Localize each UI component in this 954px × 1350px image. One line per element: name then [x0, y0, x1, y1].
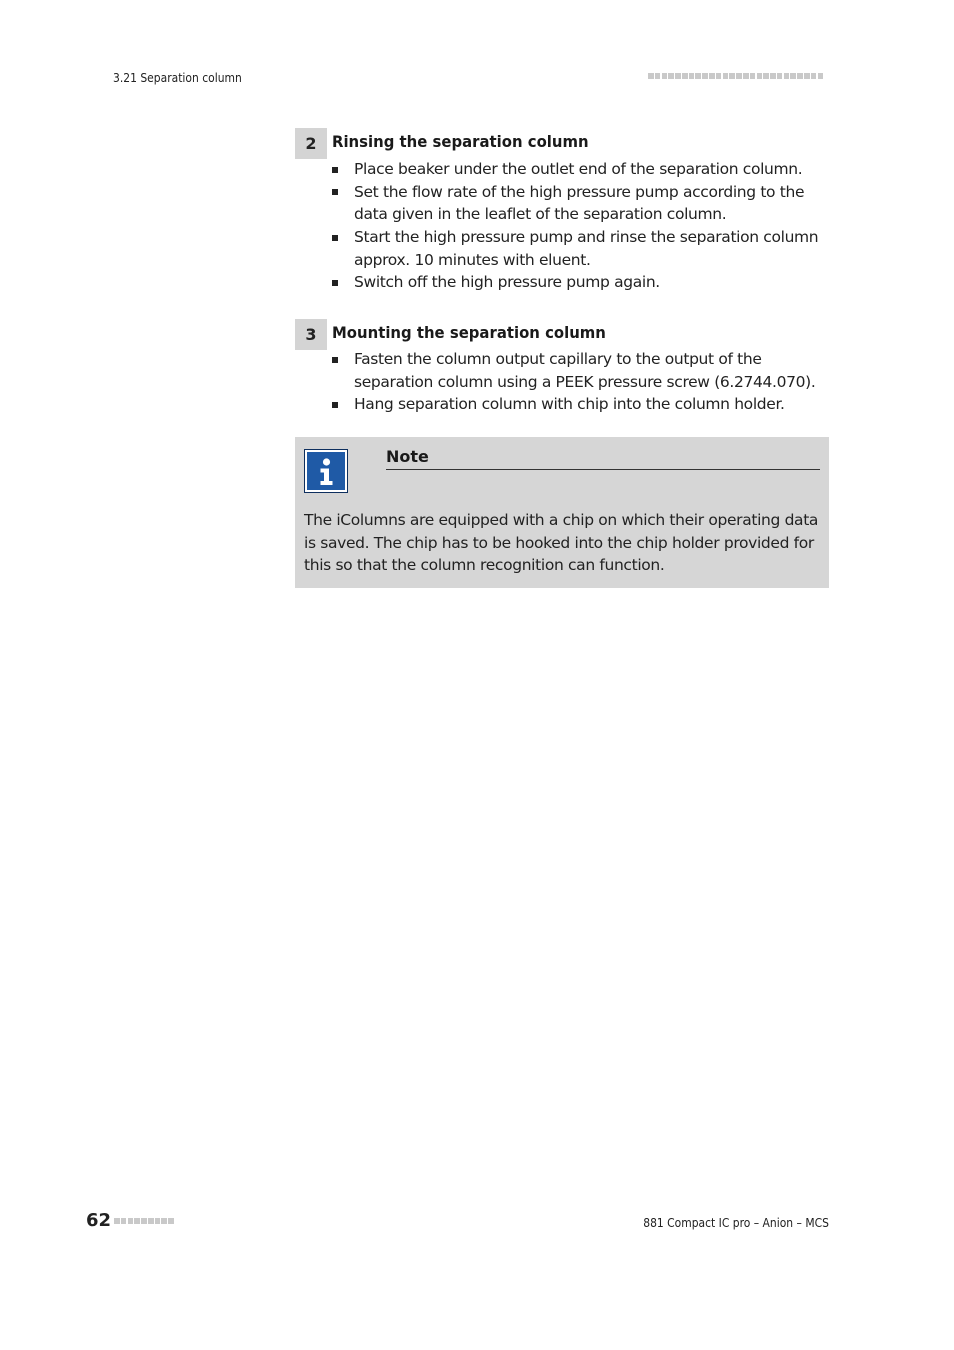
page-number: 62 — [86, 1210, 112, 1231]
bullet-item: Fasten the column output capillary to the output of the separation column using a PEEK pressure screw (6.2744.070). — [332, 348, 829, 393]
step-3 — [295, 319, 829, 419]
bullet-item: Hang separation column with chip into the column holder. — [332, 393, 829, 416]
info-icon — [304, 449, 348, 493]
footer-document-title: 881 Compact IC pro – Anion – MCS — [643, 1215, 829, 1230]
step-number: 3 — [295, 319, 327, 350]
running-header-section: 3.21 Separation column — [113, 70, 242, 85]
step-title: Rinsing the separation column — [332, 132, 589, 151]
step-title: Mounting the separation column — [332, 323, 606, 342]
bullet-item: Start the high pressure pump and rinse the separation column approx. 10 minutes with eluent. — [332, 226, 829, 271]
step-2 — [295, 128, 829, 298]
note-divider — [386, 469, 820, 470]
header-decor-squares — [648, 73, 823, 79]
note-box — [295, 437, 829, 588]
footer-decor-squares — [114, 1218, 174, 1224]
bullet-item: Set the flow rate of the high pressure pump according to the data given in the leaflet of the separation column. — [332, 181, 829, 226]
bullet-item: Switch off the high pressure pump again. — [332, 271, 829, 294]
bullet-item: Place beaker under the outlet end of the separation column. — [332, 158, 829, 181]
step-number: 2 — [295, 128, 327, 159]
step-bullet-list — [332, 348, 829, 416]
note-title: Note — [386, 447, 429, 466]
step-bullet-list — [332, 158, 829, 294]
note-text: The iColumns are equipped with a chip on which their operating data is saved. The chip has to be hooked into the chip holder provided for this so that the column recognition can function. — [304, 511, 819, 574]
